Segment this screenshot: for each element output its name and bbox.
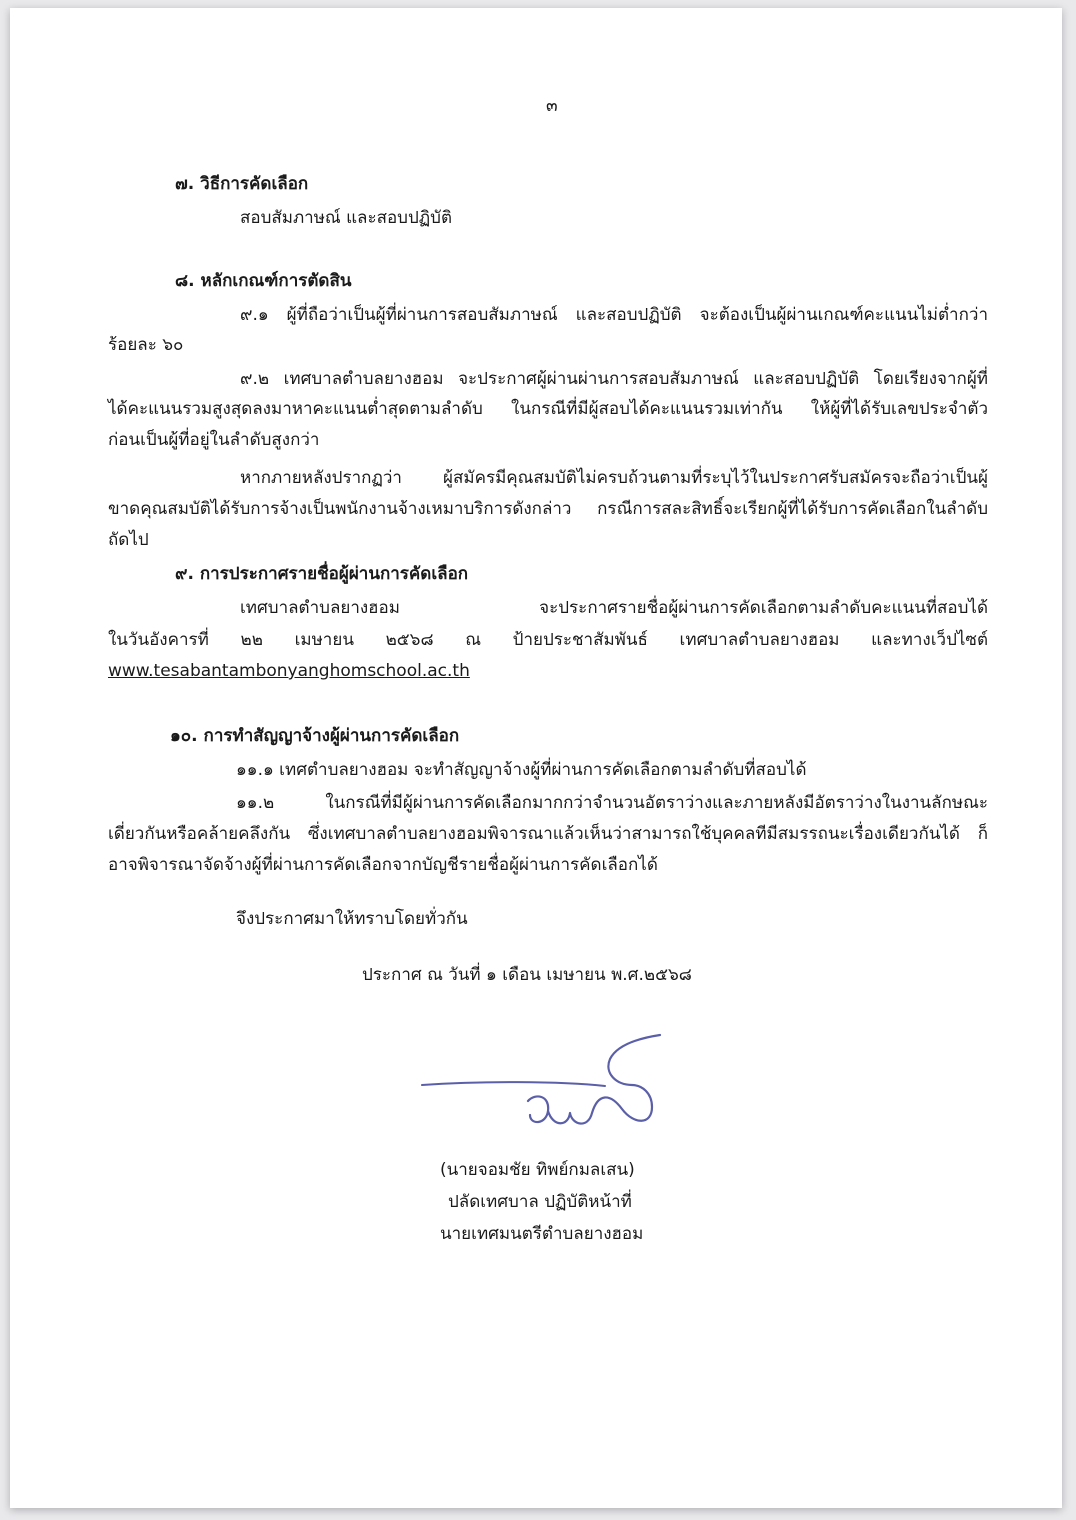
section-8-paragraph-3-line-3: ถัดไป bbox=[108, 530, 149, 550]
section-8-heading: ๘. หลักเกณฑ์การตัดสิน bbox=[175, 271, 352, 291]
section-8-paragraph-2-line-2: ได้คะแนนรวมสูงสุดลงมาหาคะแนนต่ำสุดตามลำดับ ในกรณีที่มีผู้สอบได้คะแนนรวมเท่ากัน ให้ผู้ที่ได้รับเลขประจำตัว bbox=[108, 399, 988, 419]
announcement-date: ประกาศ ณ วันที่ ๑ เดือน เมษายน พ.ศ.๒๕๖๘ bbox=[362, 965, 692, 985]
website-link[interactable]: www.tesabantambonyanghomschool.ac.th bbox=[108, 661, 470, 681]
section-8-paragraph-1-line-2: ร้อยละ ๖๐ bbox=[108, 335, 184, 355]
signer-title: นายเทศมนตรีตำบลยางฮอม bbox=[440, 1224, 644, 1244]
section-9-line-1: เทศบาลตำบลยางฮอม จะประกาศรายชื่อผู้ผ่านการคัดเลือกตามลำดับคะแนนที่สอบได้ bbox=[240, 598, 988, 618]
section-8-paragraph-2-line-3: ก่อนเป็นผู้ที่อยู่ในลำดับสูงกว่า bbox=[108, 430, 320, 450]
section-7-heading: ๗. วิธีการคัดเลือก bbox=[175, 174, 309, 194]
section-8-paragraph-3-line-1: หากภายหลังปรากฏว่า ผู้สมัครมีคุณสมบัติไม่ครบถ้วนตามที่ระบุไว้ในประกาศรับสมัครจะถือว่าเป็นผู้ bbox=[240, 468, 988, 488]
section-10-paragraph-2-line-3: อาจพิจารณาจัดจ้างผู้ที่ผ่านการคัดเลือกจากบัญชีรายชื่อผู้ผ่านการคัดเลือกได้ bbox=[108, 855, 658, 875]
document-page bbox=[10, 8, 1062, 1508]
section-9-heading: ๙. การประกาศรายชื่อผู้ผ่านการคัดเลือก bbox=[175, 564, 469, 584]
section-8-paragraph-3-line-2: ขาดคุณสมบัติได้รับการจ้างเป็นพนักงานจ้างเหมาบริการดังกล่าว กรณีการสละสิทธิ์จะเรียกผู้ที่ได้รับการคัดเลือกในลำดับ bbox=[108, 499, 988, 519]
signature-stroke bbox=[422, 1082, 605, 1086]
section-10-paragraph-1: ๑๑.๑ เทศตำบลยางฮอม จะทำสัญญาจ้างผู้ที่ผ่านการคัดเลือกตามลำดับที่สอบได้ bbox=[236, 760, 807, 780]
signature-image bbox=[420, 1033, 670, 1143]
signer-position: ปลัดเทศบาล ปฏิบัติหน้าที่ bbox=[448, 1192, 632, 1212]
signer-name: (นายจอมชัย ทิพย์กมลเสน) bbox=[440, 1160, 635, 1180]
section-10-paragraph-2-line-2: เดี่ยวกันหรือคล้ายคลึงกัน ซึ่งเทศบาลตำบลยางฮอมพิจารณาแล้วเห็นว่าสามารถใช้บุคคลทีมีสมรรถนะเรื่องเดียวกันได้ ก็ bbox=[108, 824, 988, 844]
page-number: ๓ bbox=[546, 96, 558, 116]
section-8-paragraph-1-line-1: ๙.๑ ผู้ที่ถือว่าเป็นผู้ที่ผ่านการสอบสัมภาษณ์ และสอบปฏิบัติ จะต้องเป็นผู้ผ่านเกณฑ์คะแนนไม่ต่ำกว่า bbox=[240, 305, 988, 325]
closing-statement: จึงประกาศมาให้ทราบโดยทั่วกัน bbox=[236, 909, 468, 929]
section-10-heading: ๑๐. การทำสัญญาจ้างผู้ผ่านการคัดเลือก bbox=[170, 726, 460, 746]
section-8-paragraph-2-line-1: ๙.๒ เทศบาลตำบลยางฮอม จะประกาศผู้ผ่านผ่านการสอบสัมภาษณ์ และสอบปฏิบัติ โดยเรียงจากผู้ที่ bbox=[240, 369, 988, 389]
signature-stroke bbox=[528, 1035, 660, 1124]
section-7-body: สอบสัมภาษณ์ และสอบปฏิบัติ bbox=[240, 208, 453, 228]
section-10-paragraph-2-line-1: ๑๑.๒ ในกรณีที่มีผู้ผ่านการคัดเลือกมากกว่าจำนวนอัตราว่างและภายหลังมีอัตราว่างในงานลักษณะ bbox=[236, 793, 988, 813]
section-9-line-2: ในวันอังคารที่ ๒๒ เมษายน ๒๕๖๘ ณ ป้ายประชาสัมพันธ์ เทศบาลตำบลยางฮอม และทางเว็ปไซต์ bbox=[108, 630, 989, 650]
